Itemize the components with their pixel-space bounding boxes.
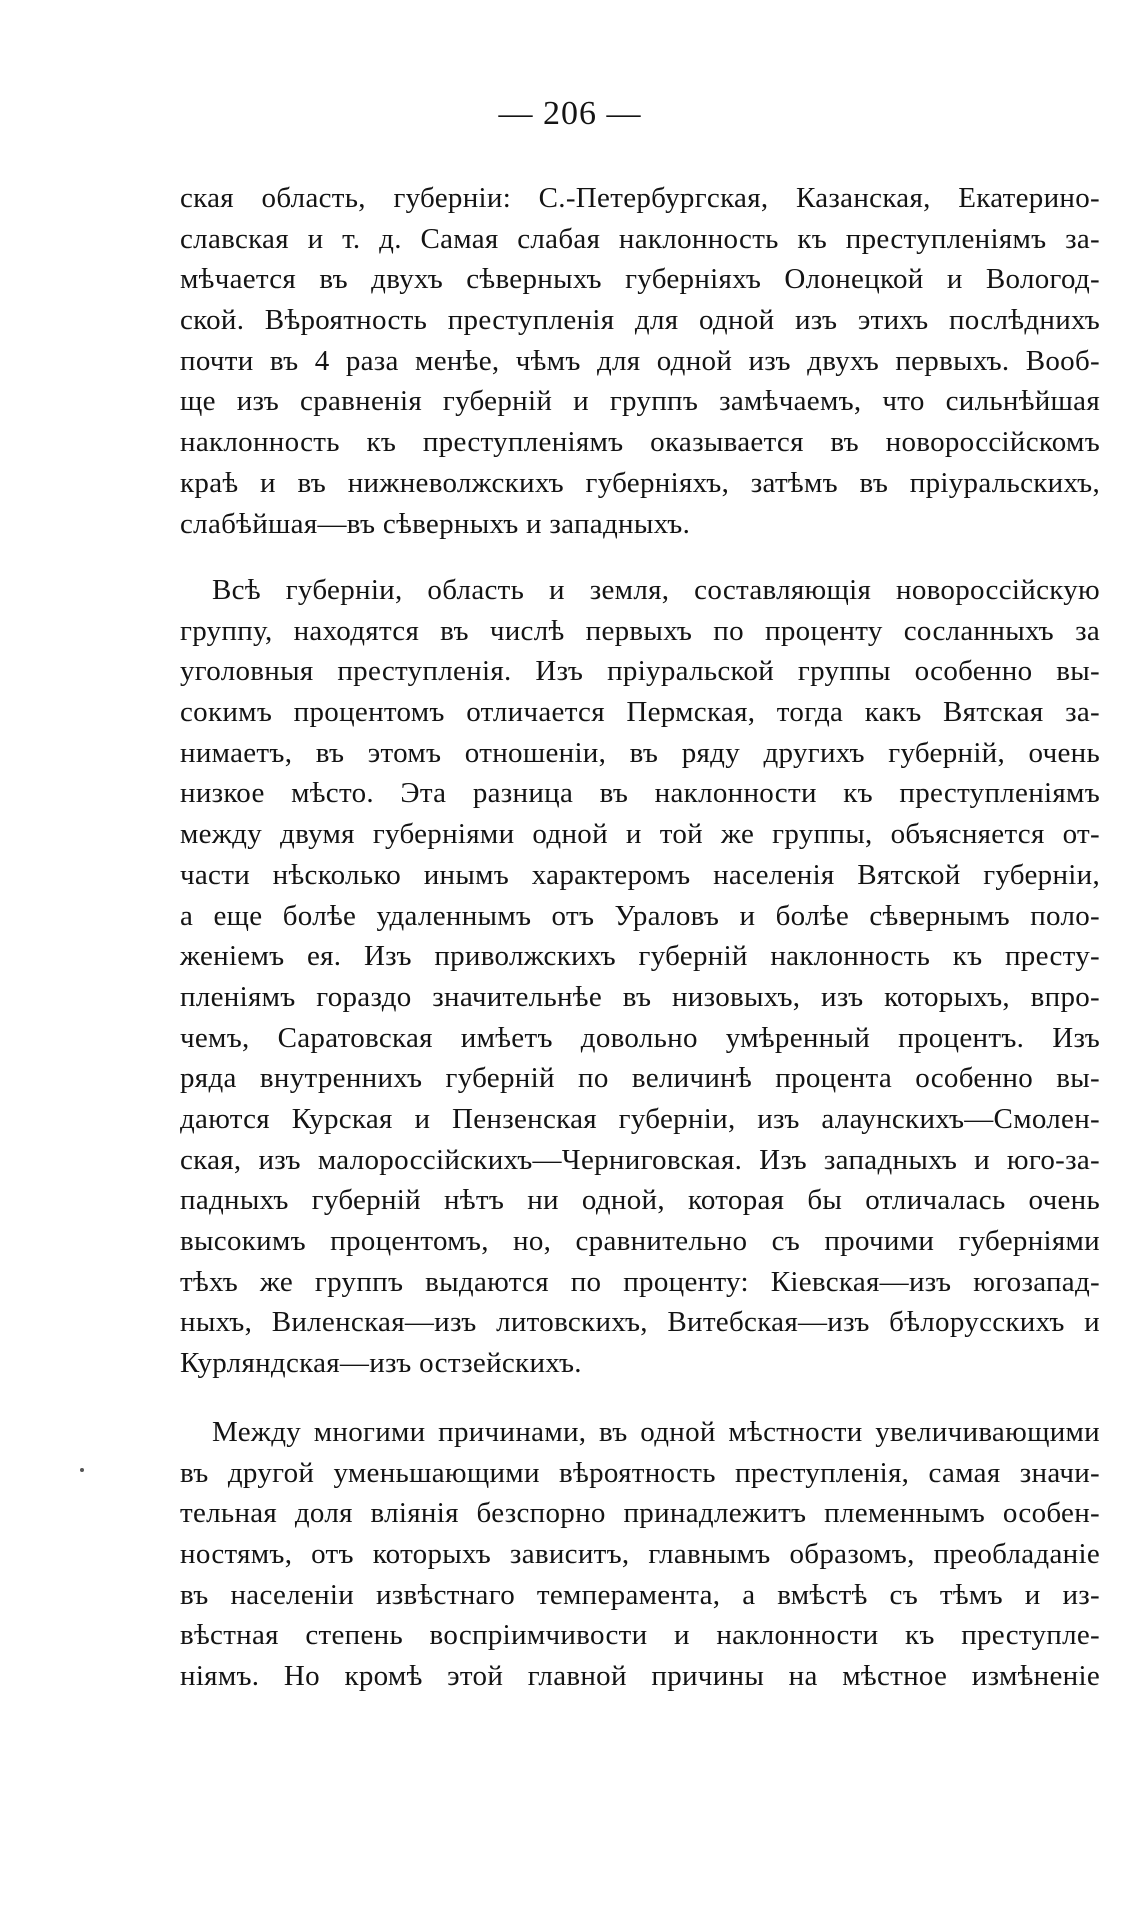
text-line: сокимъ процентомъ отличается Пермская, тогда какъ Вятская за- bbox=[180, 696, 1100, 729]
text-line: ряда внутреннихъ губерній по величинѣ процента особенно вы- bbox=[180, 1062, 1100, 1095]
text-line: женіемъ ея. Изъ приволжскихъ губерній наклонность къ престу- bbox=[180, 940, 1100, 973]
text-line: Курляндская—изъ остзейскихъ. bbox=[180, 1347, 582, 1380]
print-speck bbox=[80, 1468, 84, 1472]
text-line: ская, изъ малороссійскихъ—Черниговская. Изъ западныхъ и юго-за- bbox=[180, 1143, 1100, 1176]
text-line: чемъ, Саратовская имѣетъ довольно умѣренный процентъ. Изъ bbox=[180, 1021, 1100, 1054]
text-line: славская и т. д. Самая слабая наклонность къ преступленіямъ за- bbox=[180, 222, 1100, 255]
page-number: — 206 — bbox=[498, 95, 642, 132]
text-line: пленіямъ гораздо значительнѣе въ низовыхъ, изъ которыхъ, впро- bbox=[180, 980, 1100, 1013]
text-line: ще изъ сравненія губерній и группъ замѣчаемъ, что сильнѣйшая bbox=[180, 385, 1100, 418]
text-line: группу, находятся въ числѣ первыхъ по проценту сосланныхъ за bbox=[180, 614, 1100, 647]
text-line: ностямъ, отъ которыхъ зависитъ, главнымъ образомъ, преобладаніе bbox=[180, 1538, 1100, 1571]
text-line: ніямъ. Но кромѣ этой главной причины на мѣстное измѣненіе bbox=[180, 1660, 1100, 1693]
text-line: Всѣ губерніи, область и земля, составляющія новороссійскую bbox=[212, 574, 1100, 606]
text-line: уголовныя преступленія. Изъ пріуральской группы особенно вы- bbox=[180, 655, 1100, 688]
text-line: въ населеніи извѣстнаго темперамента, а вмѣстѣ съ тѣмъ и из- bbox=[180, 1578, 1100, 1611]
text-line: между двумя губерніями одной и той же группы, объясняется от- bbox=[180, 818, 1100, 851]
text-line: падныхъ губерній нѣтъ ни одной, которая бы отличалась очень bbox=[180, 1184, 1100, 1217]
text-line: части нѣсколько инымъ характеромъ населенія Вятской губерніи, bbox=[180, 858, 1100, 891]
text-line: ской. Вѣроятность преступленія для одной изъ этихъ послѣднихъ bbox=[180, 304, 1100, 337]
text-line: высокимъ процентомъ, но, сравнительно съ прочими губерніями bbox=[180, 1225, 1100, 1257]
text-line: почти въ 4 раза менѣе, чѣмъ для одной изъ двухъ первыхъ. Вооб- bbox=[180, 344, 1100, 377]
text-line: тѣхъ же группъ выдаются по проценту: Кіевская—изъ югозапад- bbox=[180, 1265, 1100, 1298]
text-line: краѣ и въ нижневолжскихъ губерніяхъ, затѣмъ въ пріуральскихъ, bbox=[180, 466, 1100, 499]
text-line: наклонность къ преступленіямъ оказывается въ новороссійскомъ bbox=[180, 426, 1100, 459]
text-line: слабѣйшая—въ сѣверныхъ и западныхъ. bbox=[180, 507, 691, 540]
text-line: тельная доля вліянія безспорно принадлежитъ племеннымъ особен- bbox=[180, 1497, 1100, 1530]
text-line: ныхъ, Виленская—изъ литовскихъ, Витебская—изъ бѣлорусскихъ и bbox=[180, 1306, 1100, 1339]
paragraph-3 bbox=[180, 1412, 1100, 1697]
text-line: нимаетъ, въ этомъ отношеніи, въ ряду другихъ губерній, очень bbox=[180, 736, 1100, 769]
text-line: вѣстная степень воспріимчивости и наклонности къ преступле- bbox=[180, 1619, 1100, 1652]
text-line: Между многими причинами, въ одной мѣстности увеличивающими bbox=[212, 1416, 1100, 1448]
paragraph-2 bbox=[180, 570, 1100, 1384]
text-line: ская область, губерніи: С.-Петербургская, Казанская, Екатерино- bbox=[180, 182, 1100, 214]
text-line: въ другой уменьшающими вѣроятность преступленія, самая значи- bbox=[180, 1456, 1100, 1489]
text-line: низкое мѣсто. Эта разница въ наклонности къ преступленіямъ bbox=[180, 777, 1100, 810]
text-line: а еще болѣе удаленнымъ отъ Ураловъ и болѣе сѣвернымъ поло- bbox=[180, 899, 1100, 932]
paragraph-1 bbox=[180, 178, 1100, 544]
text-line: мѣчается въ двухъ сѣверныхъ губерніяхъ Олонецкой и Вологод- bbox=[180, 263, 1100, 296]
text-line: даются Курская и Пензенская губерніи, изъ алаунскихъ—Смолен- bbox=[180, 1102, 1100, 1135]
